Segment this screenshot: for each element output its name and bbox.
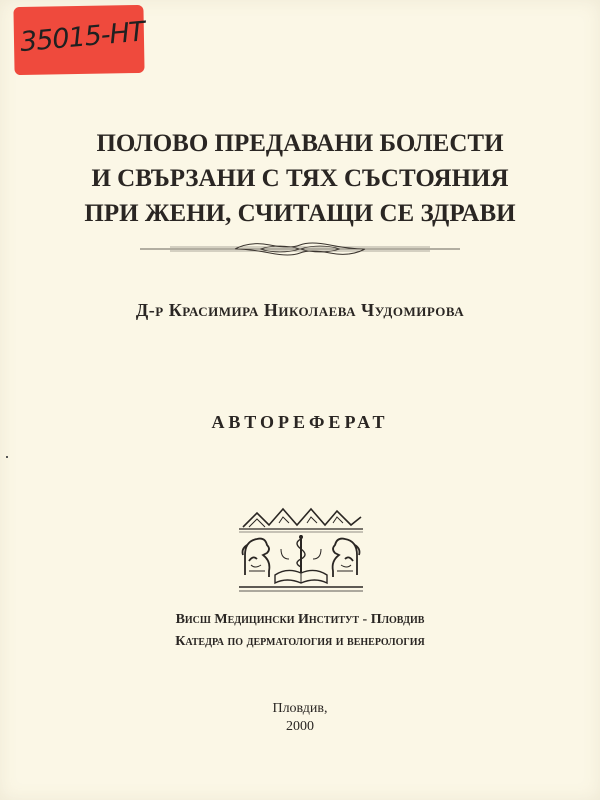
title-line-1: ПОЛОВО ПРЕДАВАНИ БОЛЕСТИ xyxy=(96,130,504,157)
title-line-3: ПРИ ЖЕНИ, СЧИТАЩИ СЕ ЗДРАВИ xyxy=(84,200,516,227)
title-line-2: И СВЪРЗАНИ С ТЯХ СЪСТОЯНИЯ xyxy=(91,165,509,192)
author-name: Д-р Красимира Николаева Чудомирова xyxy=(135,300,465,320)
stamp-code: 35015-НТ xyxy=(18,16,146,59)
document-type: АВТОРЕФЕРАТ xyxy=(211,412,389,432)
publication-place: Пловдив, xyxy=(272,701,328,716)
department-name: Катедра по дерматология и венерология xyxy=(175,634,425,649)
scan-speck xyxy=(6,456,8,458)
ornament-divider xyxy=(140,240,460,258)
publication-year: 2000 xyxy=(286,719,314,734)
institute-emblem-icon xyxy=(235,505,367,595)
library-stamp xyxy=(13,5,144,75)
institution-name: Висш Медицински Институт - Пловдив xyxy=(175,612,425,627)
